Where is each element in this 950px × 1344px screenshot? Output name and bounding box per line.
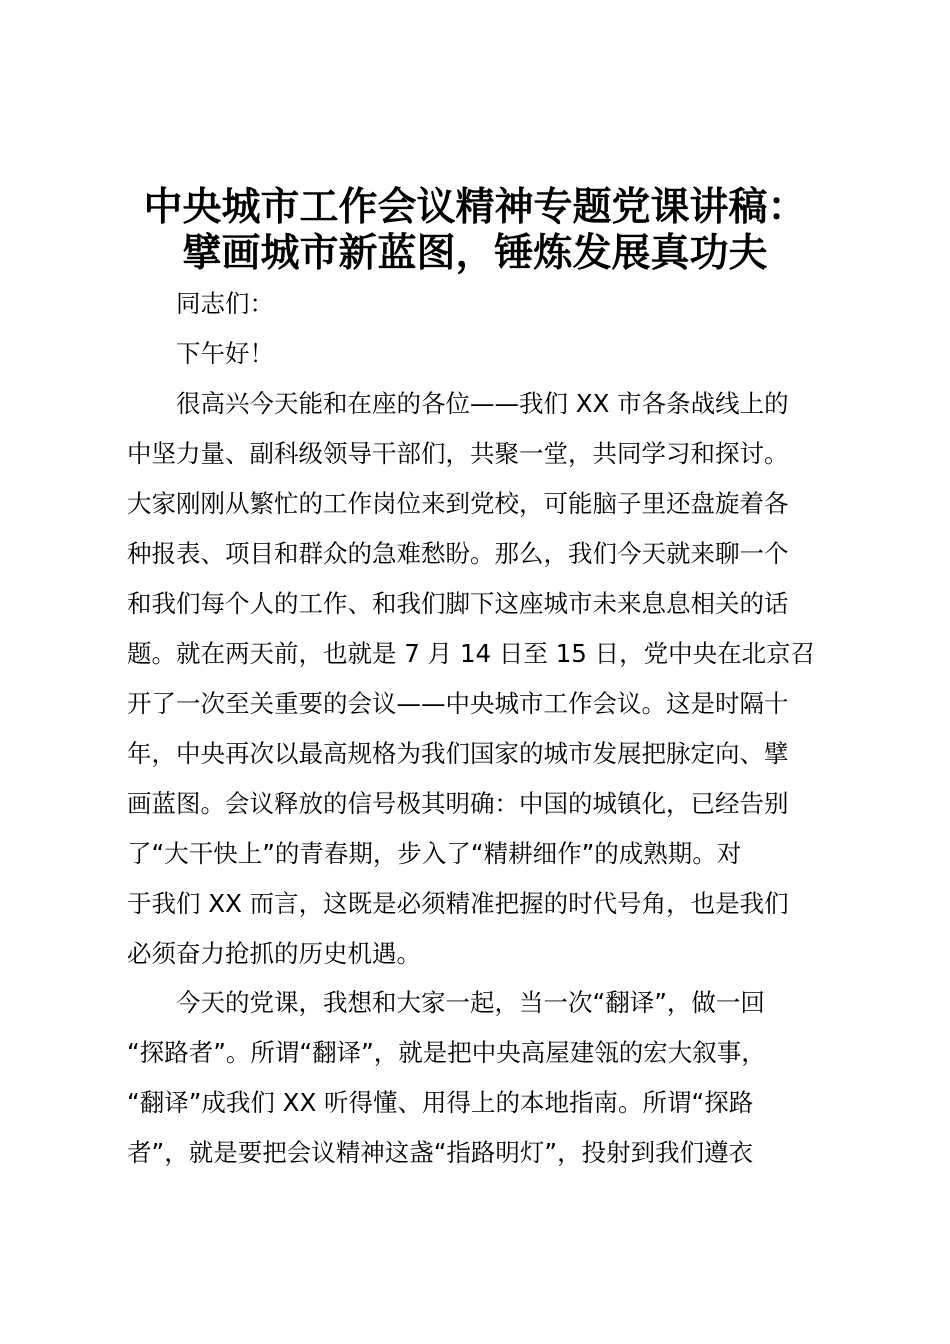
- paragraph-1-line: 中坚力量、副科级领导干部们，共聚一堂，共同学习和探讨。: [127, 439, 789, 468]
- document-title-line-2: 擘画城市新蓝图，锤炼发展真功夫: [182, 230, 768, 276]
- paragraph-1-line: 画蓝图。会议释放的信号极其明确：中国的城镇化，已经告别: [127, 789, 789, 818]
- paragraph-1-line: 于我们 XX 而言，这既是必须精准把握的时代号角，也是我们: [127, 889, 789, 918]
- paragraph-1: [127, 379, 832, 979]
- paragraph-2-line: “探路者”。所谓“翻译”，就是把中央高屋建瓴的宏大叙事，: [127, 1038, 766, 1067]
- paragraph-2-line: “翻译”成我们 XX 听得懂、用得上的本地指南。所谓“探路: [127, 1088, 754, 1117]
- paragraph-2-line: 者”，就是要把会议精神这盏“指路明灯”，投射到我们遵衣: [127, 1138, 754, 1167]
- paragraph-2-line: 今天的党课，我想和大家一起，当一次“翻译”，做一回: [176, 988, 765, 1017]
- paragraph-1-line: 题。就在两天前，也就是 7 月 14 日至 15 日，党中央在北京召: [127, 639, 816, 668]
- paragraph-2: [127, 978, 832, 1178]
- paragraph-1-line: 大家刚刚从繁忙的工作岗位来到党校，可能脑子里还盘旋着各: [127, 489, 789, 518]
- paragraph-1-line: 种报表、项目和群众的急难愁盼。那么，我们今天就来聊一个: [127, 539, 789, 568]
- salutation-block: [127, 279, 832, 329]
- paragraph-1-line: 了“大干快上”的青春期，步入了“精耕细作”的成熟期。对: [127, 839, 742, 868]
- paragraph-1-line: 开了一次至关重要的会议——中央城市工作会议。这是时隔十: [127, 689, 789, 718]
- greeting: 下午好！: [176, 339, 274, 368]
- paragraph-1-line: 必须奋力抢抓的历史机遇。: [127, 939, 421, 968]
- paragraph-1-line: 年，中央再次以最高规格为我们国家的城市发展把脉定向、擘: [127, 739, 789, 768]
- document-title-line-1: 中央城市工作会议精神专题党课讲稿：: [143, 184, 807, 230]
- paragraph-1-line: 和我们每个人的工作、和我们脚下这座城市未来息息相关的话: [127, 589, 789, 618]
- greeting-block: [127, 329, 832, 379]
- salutation: 同志们：: [176, 289, 274, 318]
- paragraph-1-line: 很高兴今天能和在座的各位——我们 XX 市各条战线上的: [176, 389, 789, 418]
